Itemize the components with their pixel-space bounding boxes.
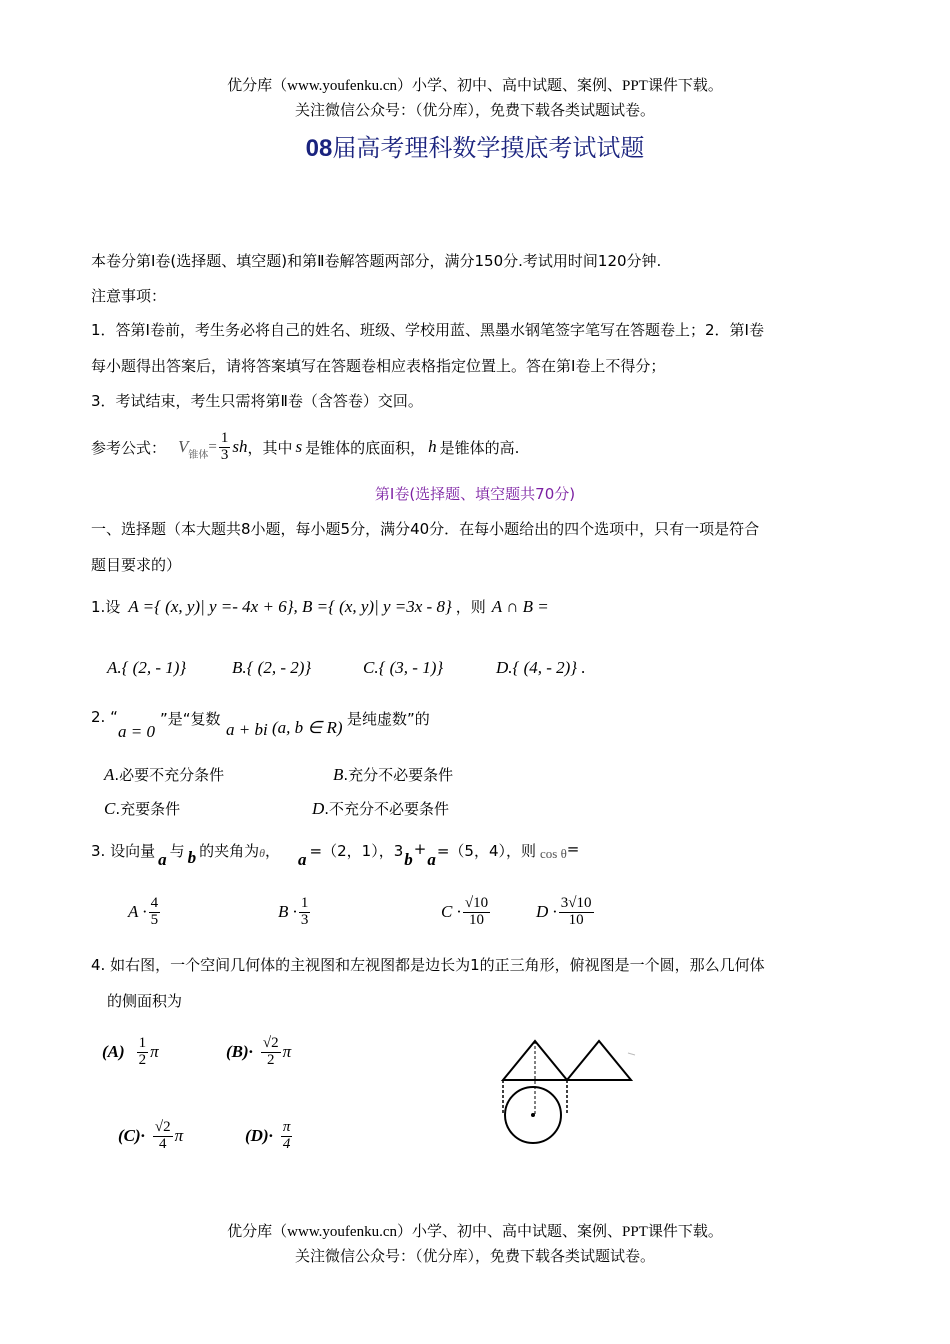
- q3-option-d: [536, 896, 596, 929]
- notice-label: 注意事项：: [91, 287, 167, 305]
- q3-option-a-den: 5: [150, 911, 159, 928]
- q2-label: 2. “: [91, 708, 118, 726]
- formula-num: 1: [220, 429, 229, 446]
- q1-label: 1.设: [91, 598, 121, 616]
- formula-fraction: [219, 431, 231, 464]
- q4-option-a-den: 2: [138, 1051, 147, 1068]
- footer-line-2: 关注微信公众号：（优分库），免费下载各类试题试卷。: [294, 1249, 655, 1265]
- q2-option-c-letter: C: [104, 799, 116, 818]
- formula-text-2: 是锥体的底面积，: [305, 438, 426, 457]
- q4-option-c: [118, 1120, 183, 1153]
- q4-option-c-num: √2: [154, 1119, 171, 1135]
- q3-plus: +: [413, 840, 427, 858]
- formula-sub: 锥体: [188, 449, 209, 461]
- q3-label: 3. 设向量: [91, 842, 156, 860]
- q2-option-a-text: .必要不充分条件: [114, 766, 225, 784]
- q2-end: 是纯虚数”的: [347, 710, 430, 728]
- q1-expr: A ∩ B =: [491, 596, 549, 616]
- q4-option-b-fraction: [261, 1036, 281, 1069]
- q3-option-c-den: 10: [468, 911, 484, 928]
- q3-eq: =: [566, 840, 580, 858]
- q4-option-a-num: 1: [138, 1035, 147, 1051]
- q3-vector-b-2: b: [404, 850, 413, 869]
- q4-option-b-label: (B)·: [226, 1042, 253, 1062]
- q3-option-c: [441, 896, 492, 929]
- q4-option-c-label: (C)·: [118, 1126, 145, 1146]
- intro-line: 本卷分第Ⅰ卷(选择题、填空题)和第Ⅱ卷解答题两部分，满分150分.考试用时间120分钟.: [91, 252, 662, 270]
- q4-option-b-den: 2: [267, 1051, 275, 1068]
- page-title: [0, 128, 950, 163]
- q3-cos: cos θ: [539, 846, 567, 861]
- q4-option-b-num: √2: [262, 1035, 279, 1051]
- formula-h: h: [428, 437, 437, 456]
- q3-option-b-fraction: [299, 896, 311, 929]
- q4-option-a-pi: π: [150, 1042, 159, 1062]
- q3-option-b-den: 3: [300, 911, 309, 928]
- q3-theta: θ: [259, 846, 266, 860]
- title-prefix: 08: [305, 135, 333, 162]
- q2-option-d-letter: D: [312, 799, 325, 818]
- q2-option-b-letter: B: [333, 765, 344, 784]
- q2-option-b: [333, 764, 453, 785]
- q4-option-c-fraction: [153, 1120, 173, 1153]
- notice-1a: 1．答第Ⅰ卷前，考生务必将自己的姓名、班级、学校用蓝、黑墨水钢笔签字笔写在答题卷上；2．第Ⅰ卷: [91, 321, 764, 339]
- q1-option-d: D.{ (4, - 2)} .: [496, 658, 586, 677]
- formula-s: s: [295, 437, 303, 456]
- q3-with: 与: [169, 842, 185, 860]
- q3-angle-text: 的夹角为: [199, 842, 260, 860]
- q2-option-a-letter: A: [104, 765, 115, 784]
- question-1: [91, 596, 549, 617]
- notice-3: 3．考试结束，考生只需将第Ⅱ卷（含答卷）交回。: [91, 392, 423, 410]
- q2-option-c-text: .充要条件: [115, 800, 181, 818]
- q1-then: ，则: [455, 598, 486, 616]
- q3-option-b: [278, 896, 312, 929]
- formula-text-3: 是锥体的高.: [439, 438, 520, 457]
- q1-set-a: A ={ (x, y)| y =- 4x + 6}: [128, 596, 294, 616]
- q3-option-c-label: C ·: [441, 902, 461, 922]
- question-3: [91, 840, 579, 880]
- q3-a-value: =（2，1），3: [309, 842, 404, 860]
- q2-option-c: [104, 798, 180, 819]
- q4-option-c-den: 4: [159, 1135, 167, 1152]
- q4-option-a: [102, 1036, 159, 1069]
- q3-option-c-fraction: [463, 896, 490, 929]
- q4-option-d-num: π: [282, 1119, 291, 1135]
- q4-option-c-pi: π: [174, 1126, 184, 1146]
- q2-option-a: [104, 764, 224, 785]
- header-line-2: 关注微信公众号：（优分库），免费下载各类试题试卷。: [294, 103, 655, 119]
- title-text: 届高考理科数学摸底考试试题: [332, 134, 645, 162]
- q3-vector-a-3: a: [427, 850, 436, 869]
- q3-sum-value: =（5，4），则: [436, 842, 536, 860]
- q3-option-d-num: 3√10: [560, 895, 592, 911]
- section-heading: 第Ⅰ卷(选择题、填空题共70分): [374, 485, 576, 503]
- q3-vector-a: a: [158, 850, 167, 869]
- q3-option-a-num: 4: [150, 895, 159, 911]
- formula-eq: =: [208, 438, 217, 455]
- q4-line-1: 4. 如右图，一个空间几何体的主视图和左视图都是边长为1的正三角形，俯视图是一个圆，那么几何体: [91, 956, 765, 974]
- q2-option-d-text: .不充分不必要条件: [324, 800, 450, 818]
- q1-set-b: , B ={ (x, y)| y =3x - 8}: [293, 596, 452, 616]
- q4-option-d: [245, 1120, 294, 1153]
- q3-option-d-label: D ·: [536, 902, 557, 922]
- q4-option-d-label: (D)·: [245, 1126, 273, 1146]
- q4-option-b-pi: π: [282, 1042, 292, 1062]
- section-instruction-2: 题目要求的）: [91, 556, 182, 574]
- section-instruction-1: 一、选择题（本大题共8小题，每小题5分，满分40分．在每小题给出的四个选项中，只有一项是符合: [91, 520, 760, 538]
- side-view-triangle: [567, 1041, 631, 1080]
- q2-expr: a + bi: [226, 720, 268, 739]
- q4-option-d-den: 4: [282, 1135, 291, 1152]
- formula-label: 参考公式：: [91, 438, 167, 457]
- q1-option-a: A.{ (2, - 1)}: [107, 658, 187, 677]
- q4-option-a-label: (A): [102, 1042, 125, 1062]
- circle-center-dot: [531, 1113, 535, 1117]
- q3-option-b-num: 1: [300, 895, 309, 911]
- three-view-figure: [495, 1035, 645, 1150]
- formula-text-1: ，其中: [247, 438, 293, 457]
- formula-sh: sh: [232, 437, 248, 456]
- q3-option-c-num: √10: [464, 895, 489, 911]
- formula-den: 3: [220, 446, 229, 463]
- q3-option-d-fraction: [559, 896, 594, 929]
- reference-formula: [91, 425, 519, 469]
- q3-vector-a-2: a: [298, 850, 307, 869]
- q3-option-d-den: 10: [568, 911, 584, 928]
- q3-option-a-label: A ·: [128, 902, 147, 922]
- q4-option-a-fraction: [137, 1036, 149, 1069]
- header-line-1: 优分库（www.youfenku.cn）小学、初中、高中试题、案例、PPT课件下载。: [227, 78, 723, 94]
- footer-line-1: 优分库（www.youfenku.cn）小学、初中、高中试题、案例、PPT课件下载。: [227, 1224, 723, 1240]
- q2-domain: (a, b ∈ R): [272, 718, 343, 737]
- notice-1b: 每小题得出答案后，请将答案填写在答题卷相应表格指定位置上。答在第Ⅰ卷上不得分；: [91, 357, 666, 375]
- q3-vector-b: b: [187, 848, 197, 867]
- q1-option-b: B.{ (2, - 2)}: [232, 658, 312, 677]
- q4-option-b: [226, 1036, 291, 1069]
- q2-option-b-text: .充分不必要条件: [343, 766, 454, 784]
- q3-option-a: [128, 896, 162, 929]
- q2-option-d: [312, 798, 449, 819]
- q1-option-c: C.{ (3, - 1)}: [363, 658, 444, 677]
- q4-line-2: 的侧面积为: [107, 992, 183, 1010]
- q3-option-b-label: B ·: [278, 902, 297, 922]
- formula-v: V: [178, 437, 189, 456]
- edge-mark: [628, 1053, 635, 1055]
- q2-condition: a = 0: [118, 722, 155, 741]
- q3-option-a-fraction: [149, 896, 161, 929]
- q2-mid: ”是“复数: [160, 710, 221, 728]
- q4-option-d-fraction: [281, 1120, 293, 1153]
- q3-comma: ，: [265, 842, 281, 860]
